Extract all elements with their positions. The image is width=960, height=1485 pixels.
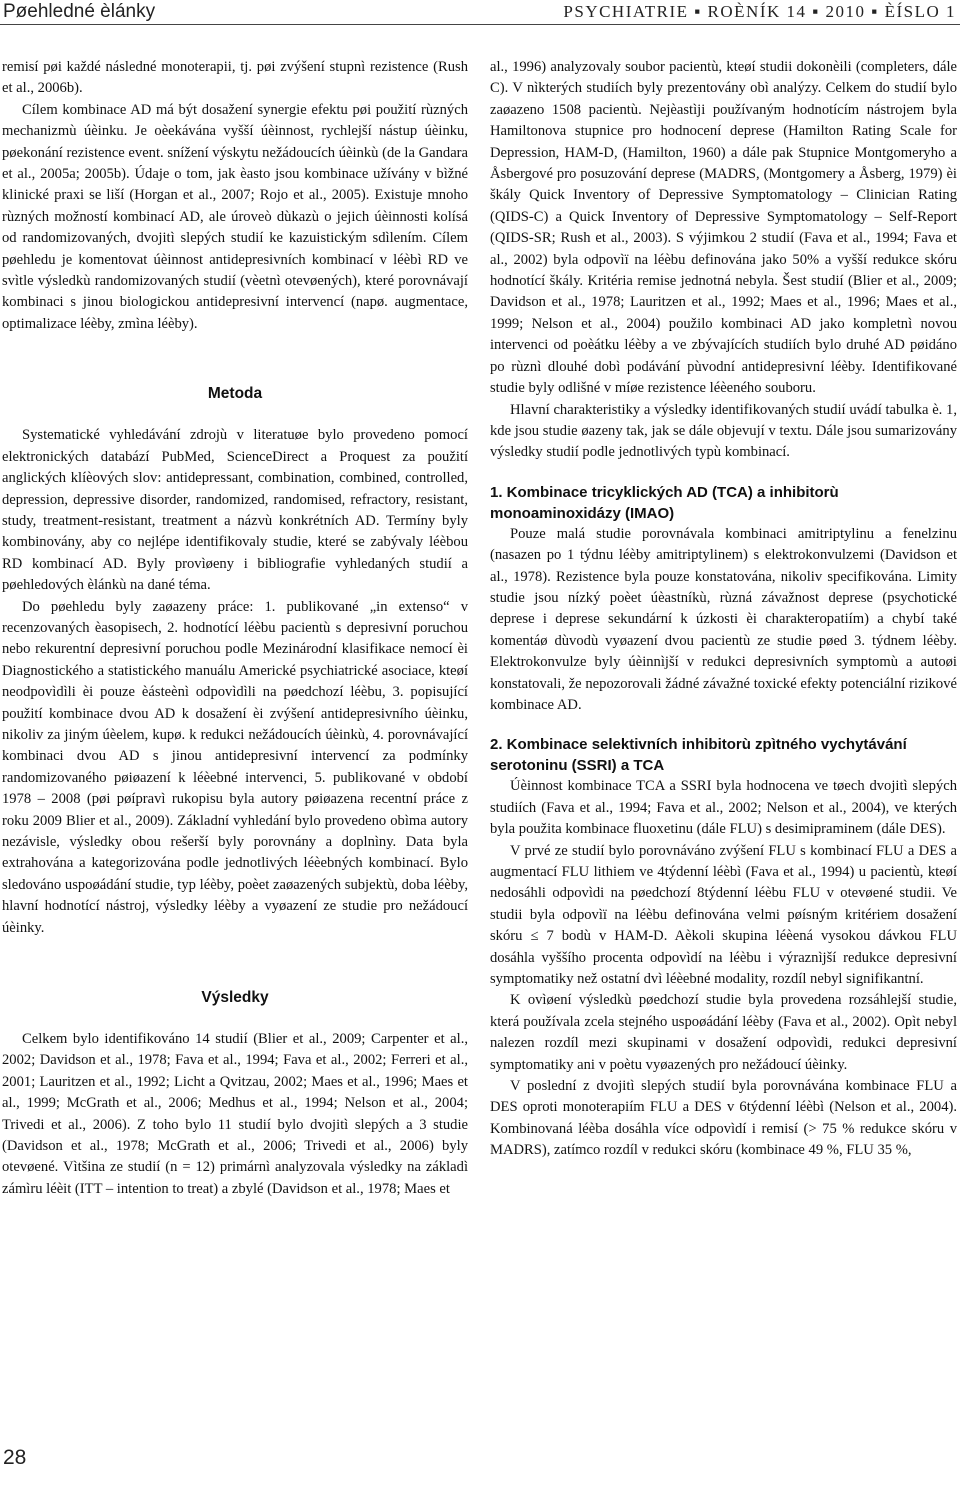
paragraph: Celkem bylo identifikováno 14 studií (Blier et al., 2009; Carpenter et al., 2002; Davidson et al., 1978; Fava et al., 1994; Fava et al., 2002; Ferreri et al., 2001; Lauritzen et al., 1992; Licht a Qvitzau, 2002; Maes et al., 1996; Maes et al., 1999; McGrath et al., 2006; Medhus et al., 1994; Nelson et al., 2004; Trivedi et al., 2006). Z toho bylo 11 studií bylo dvojitì slepých a 3 studie (Davidson et al., 1978; McGrath et al., 2006; Trivedi et al., 2006) byly otevøené. Vìtšina ze studií (n = 12) primárnì analyzovala výsledky na základì zámìru léèit (ITT – intention to treat) a zbylé (Davidson et al., 1978; Maes et (2, 1031, 468, 1197)
paragraph: Úèinnost kombinace TCA a SSRI byla hodnocena ve tøech dvojitì slepých studiích (Fava et al., 1994; Fava et al., 2002; Nelson et al., 2004), ve kterých byla použita kombinace fluoxetinu (dále FLU) s desimipraminem (dále DES). (490, 778, 957, 838)
paragraph: al., 1996) analyzovaly soubor pacientù, kteøí studii dokonèili (completers, dále C). V nìkterých studiích byly prezentovány obì analýzy. Celkem do studií bylo zaøazeno 1508 pacientù. Nejèastìji používaným hodnotícím nástrojem byla Hamiltonova stupnice pro hodnocení deprese (Hamilton Rating Scale for Depression, HAM-D, (Hamilton, 1960) a dále pak Stupnice Montgomeryho a Åsbergové pro posuzování deprese (MADRS, (Montgomery a Åsberg, 1979) èi škály Quick Inventory of Depressive Symptomatology – Clinician Rating (QIDS-C) a Quick Inventory of Depressive Symptomatology – Self-Report (QIDS-SR; Rush et al., 2003). S výjimkou 2 studií (Fava et al., 1994; Fava et al., 2002) byla odpovìï na léèbu definována jako 50% a vyšší redukce skóru hodnotící škály. Kritéria remise jednotná nebyla. Šest studií (Blier et al., 2009; Davidson et al., 1978; Lauritzen et al., 1992; Maes et al., 1996; Maes et al., 1999; Nelson et al., 2004) použilo kombinaci AD jako kompletnì novou intervenci od poèátku léèby a ve zbývajících studiích bylo druhé AD pøidáno po rùznì dlouhé dobì podávání pùvodní antidepresivní léèby. Identifikované studie byly odlišné v míøe rezistence léèeného souboru. (490, 59, 957, 397)
subsection-heading: 2. Kombinace selektivních inhibitorù zpìtného vychytávání serotoninu (SSRI) a TCA (490, 736, 907, 775)
subsection-heading: 1. Kombinace tricyklických AD (TCA) a inhibitorù monoaminoxidázy (IMAO) (490, 483, 839, 522)
paragraph: Pouze malá studie porovnávala kombinaci amitriptylinu a fenelzinu (nasazen po 1 týdnu léèby amitriptylinem) s elektrokonvulzemi (Davidson et al., 1978). Rezistence byla pouze konstatována, nikoliv specifikována. Limity studie jsou nízký poèet úèastníkù, rùzná závažnost deprese (psychotické deprese i deprese sekundární k úzkosti èi charakteropatiím) a chybí také komentáø dùvodù vyøazení dvou pacientù ze studie pøed 3. týdnem léèby. Elektrokonvulze byly úèinnìjší v redukci depresivních symptomù a autoøi konstatovali, že nepozorovali žádné závažné toxické efekty potenciální rizikové kombinace AD. (490, 525, 957, 713)
paragraph: Do pøehledu byly zaøazeny práce: 1. publikované „in extenso“ v recenzovaných èasopisech, 2. hodnotící léèbu pacientù s depresivní poruchou nebo rekurentní depresivní poruchou podle Mezinárodní klasifikace nemocí èi Diagnostického a statistického manuálu Americké psychiatrické asociace, kteøí neodpovìdìli èi pouze èásteènì odpovìdìli na pøedchozí léèbu, 3. popisující použití kombinace dvou AD k dosažení èi zvýšení antidepresivního úèinku, nikoliv za jiným úèelem, kupø. k redukci nežádoucích úèinkù, 4. porovnávající kombinaci dvou AD s jinou antidepresivní intervencí za podmínky randomizovaného pøiøazení k léèebné intervenci, 5. publikované v období 1978 – 2008 (pøi pøípravì rukopisu byla autory pøiøazena recentní práce z roku 2009 Blier et al., 2009). Základní vyhledání bylo provedeno obìma autory nezávisle, výsledky obou rešerší byly porovnány a doplnìny. Data byla extrahována a kategorizována podle jednotlivých léèebných kombinací. Bylo sledováno uspoøádání studie, typ léèby, poèet zaøazených subjektù, doba léèby, hlavní hodnotící nástroj, výsledky léèby a vyøazení ze studie pro nežádoucí úèinky. (2, 598, 468, 936)
paragraph: Cílem kombinace AD má být dosažení synergie efektu pøi použití rùzných mechanizmù úèinku. Je oèekávána vyšší úèinnost, rychlejší nástup úèinku, pøekonání rezistence event. snížení výskytu nežádoucích úèinkù (de la Gandara et al., 2005a; 2005b). Údaje o tom, jak èasto jsou kombinace užívány v bìžné klinické praxi se liší (Horgan et al., 2007; Rojo et al., 2005). Existuje mnoho rùzných možností kombinací AD, ale úroveò dùkazù o jejich úèinnosti kolísá od randomizovaných, dvojitì slepých studií ke kazuistickým sdìlením. Cílem pøehledu je komentovat úèinnost antidepresivních kombinací v léèbì RD ve svìtle výsledkù randomizovaných studií (vèetnì otevøených), které porovnávají kombinaci s jinou biologickou antidepresivní intervencí (napø. augmentace, optimalizace léèby, zmìna léèby). (2, 101, 469, 332)
paragraph: V poslední z dvojitì slepých studií byla porovnávána kombinace FLU a DES oproti monoterapiím FLU a DES v 6týdenní léèbì (Nelson et al., 2004). Kombinovaná léèba dosáhla více odpovìdí i remisí (> 75 % redukce skóru v MADRS), zatímco rozdíl v redukci skóru (kombinace 49 %, FLU 35 %, (490, 1078, 957, 1159)
right-column (490, 57, 957, 1162)
journal-info: PSYCHIATRIE ▪ ROÈNÍK 14 ▪ 2010 ▪ ÈÍSLO 1 (563, 2, 956, 21)
page-header (0, 0, 960, 25)
paragraph: V prvé ze studií bylo porovnáváno zvýšení FLU s kombinací FLU a DES a augmentací FLU lithiem ve 4týdenní léèbì (Fava et al., 1994) u pacientù, kteøí nedosáhli odpovìdi na pøedchozí 8týdenní léèbu FLU v otevøené studii. Ve studii byla odpovìï na léèbu definována velmi pøísným kritériem dosažení skóru ≤ 7 bodù v HAM-D. Aèkoli skupina léèená vysokou dávkou FLU dosáhla vyššího procenta odpovìdí na léèbu i výraznìjší redukce depresivní symptomatiky než ostatní dvì léèebné modality, rozdíl nebyl signifikantní. (490, 842, 957, 988)
vysledky-heading: Výsledky (201, 989, 269, 1007)
paragraph: remisí pøi každé následné monoterapii, tj. pøi zvýšení stupnì rezistence (Rush et al., 2006b). (2, 59, 468, 97)
metoda-heading: Metoda (207, 385, 263, 403)
page-number: 28 (3, 1446, 27, 1469)
paragraph: K ovìøení výsledkù pøedchozí studie byla provedena rozsáhlejší studie, která používala zcela stejného uspoøádání léèby (Fava et al., 2002). Opìt nebyl nalezen rozdíl mezi skupinami v dosažení odpovìdi, redukci depresivní symptomatiky ani v poètu vyøazených pro nežádoucí úèinky. (490, 992, 957, 1073)
left-column (2, 57, 468, 1200)
section-label: Pøehledné èlánky (3, 1, 156, 22)
paragraph: Systematické vyhledávání zdrojù v literatuøe bylo provedeno pomocí elektronických databází PubMed, ScienceDirect a Proquest za použití anglických klíèových slov: antidepressant, combination, combined, controlled, depression, depressive disorder, randomized, randomised, refractory, resistant, study, treatment-resistant, treatment a názvù konkrétních AD. Termíny byly kombinovány, aby co nejlépe identifikovaly studie, které se zabývaly léèbou RD kombinací AD. Byly provìøeny i bibliografie vyhledaných studií a pøehledových èlánkù na dané téma. (2, 427, 468, 594)
paragraph: Hlavní charakteristiky a výsledky identifikovaných studií uvádí tabulka è. 1, kde jsou studie øazeny tak, jak se dále objevují v textu. Dále jsou sumarizovány výsledky studií podle jednotlivých typù kombinací. (490, 401, 957, 461)
